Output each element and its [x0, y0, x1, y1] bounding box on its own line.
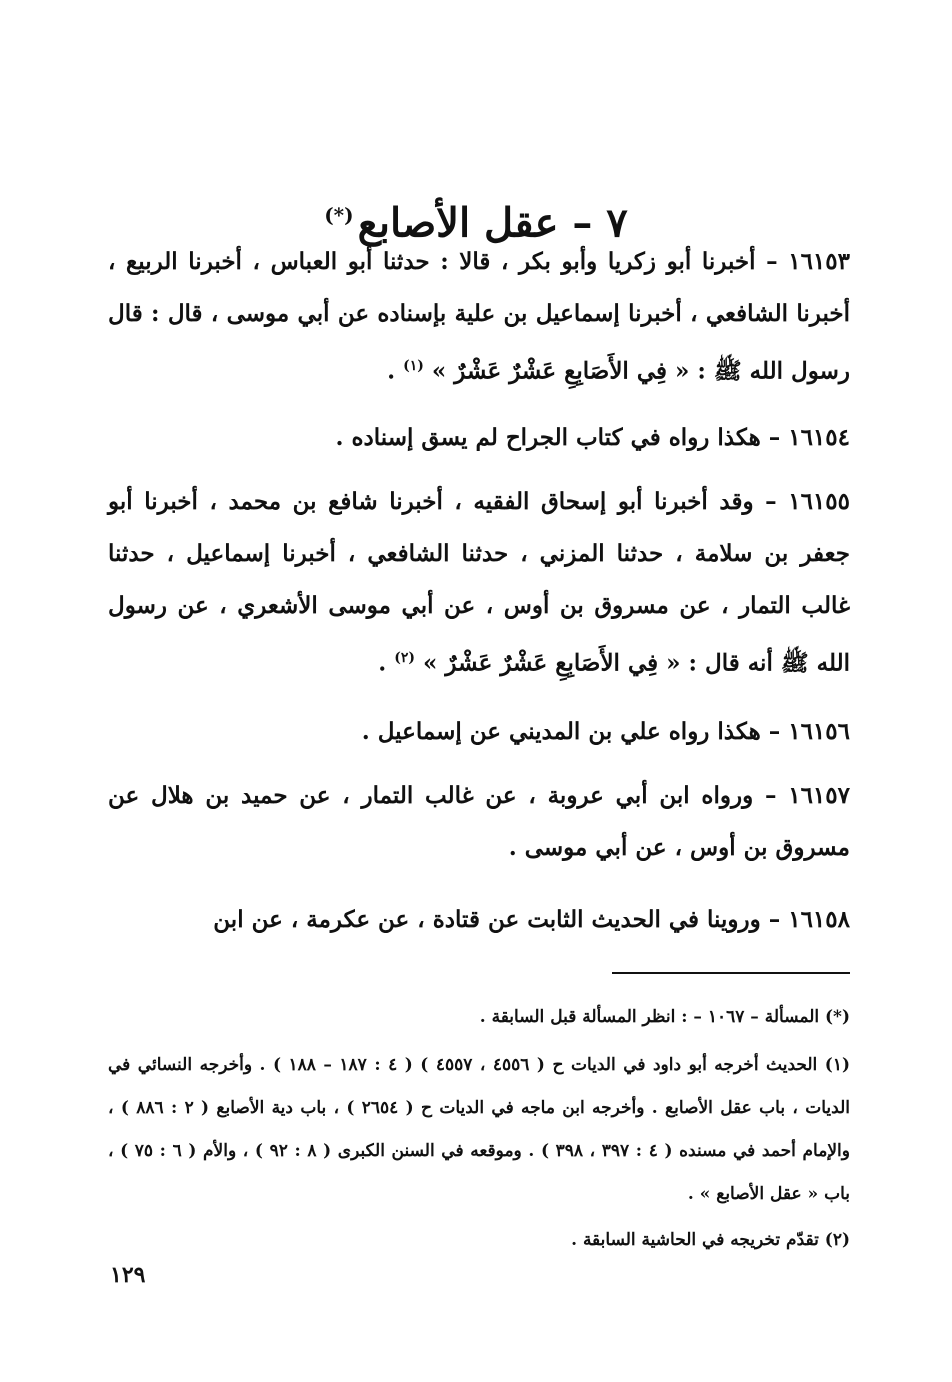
- footnote-divider: [612, 972, 850, 974]
- paragraph-16157: [108, 770, 850, 874]
- footnote-star: (*) المسألة – ١٠٦٧ – : انظر المسألة قبل السابقة .: [479, 1007, 850, 1027]
- footnote-reference-1: (١): [403, 358, 424, 374]
- paragraph-16155: [108, 476, 850, 690]
- paragraph-text: ١٦١٥٤ – هكذا رواه في كتاب الجراح لم يسق إسناده .: [335, 424, 850, 451]
- paragraph-text: ١٦١٥٣ – أخبرنا أبو زكريا وأبو بكر ، قالا : حدثنا أبو العباس ، أخبرنا الربيع ، أخبرنا الشافعي ، أخبرنا إسماعيل بن علية بإسناده عن أبي موسى ، قال : قال رسول الله ﷺ : « فِي الأَصَابِعِ عَشْرٌ عَشْرٌ »: [108, 248, 850, 385]
- paragraph-text: ١٦١٥٨ – وروينا في الحديث الثابت عن قتادة ، عن عكرمة ، عن ابن: [213, 906, 850, 933]
- page-number: ١٢٩: [110, 1262, 146, 1288]
- chapter-title-text: ٧ – عقل الأصابع: [357, 199, 628, 247]
- paragraph-tail: .: [378, 649, 395, 677]
- paragraph-text: ١٦١٥٥ – وقد أخبرنا أبو إسحاق الفقيه ، أخبرنا شافع بن محمد ، أخبرنا أبو جعفر بن سلامة ، حدثنا المزني ، حدثنا الشافعي ، أخبرنا إسماعيل ، حدثنا غالب التمار ، عن مسروق بن أوس ، عن أبي موسى الأشعري ، عن رسول الله ﷺ أنه قال : « فِي الأَصَابِعِ عَشْرٌ عَشْرٌ »: [108, 488, 850, 677]
- paragraph-16153: [108, 236, 850, 398]
- footnote-1: (١) الحديث أخرجه أبو داود في الديات ح ( ٤٥٥٦ ، ٤٥٥٧ ) ( ٤ : ١٨٧ – ١٨٨ ) . وأخرجه النسائي في الديات ، باب عقل الأصابع . وأخرجه ابن ماجه في الديات ح ( ٢٦٥٤ ) ، باب دية الأصابع ( ٢ : ٨٨٦ ) ، والإمام أحمد في مسنده ( ٤ : ٣٩٧ ، ٣٩٨ ) . وموقعه في السنن الكبرى ( ٨ : ٩٢ ) ، والأم ( ٦ : ٧٥ ) ، باب « عقل الأصابع » .: [108, 1055, 851, 1204]
- paragraph-16156: [108, 706, 850, 758]
- footnote-reference-2: (٢): [394, 650, 415, 666]
- paragraph-text: ١٦١٥٧ – ورواه ابن أبي عروبة ، عن غالب التمار ، عن حميد بن هلال عن مسروق بن أوس ، عن أبي موسى .: [108, 782, 850, 861]
- footnote-2: (٢) تقدّم تخريجه في الحاشية السابقة .: [571, 1230, 850, 1250]
- paragraph-16154: [108, 412, 850, 464]
- paragraph-tail: .: [387, 357, 404, 385]
- chapter-title-footnote-mark: (*): [324, 202, 354, 227]
- paragraph-16158: [108, 894, 850, 946]
- paragraph-text: ١٦١٥٦ – هكذا رواه علي بن المديني عن إسماعيل .: [361, 718, 850, 745]
